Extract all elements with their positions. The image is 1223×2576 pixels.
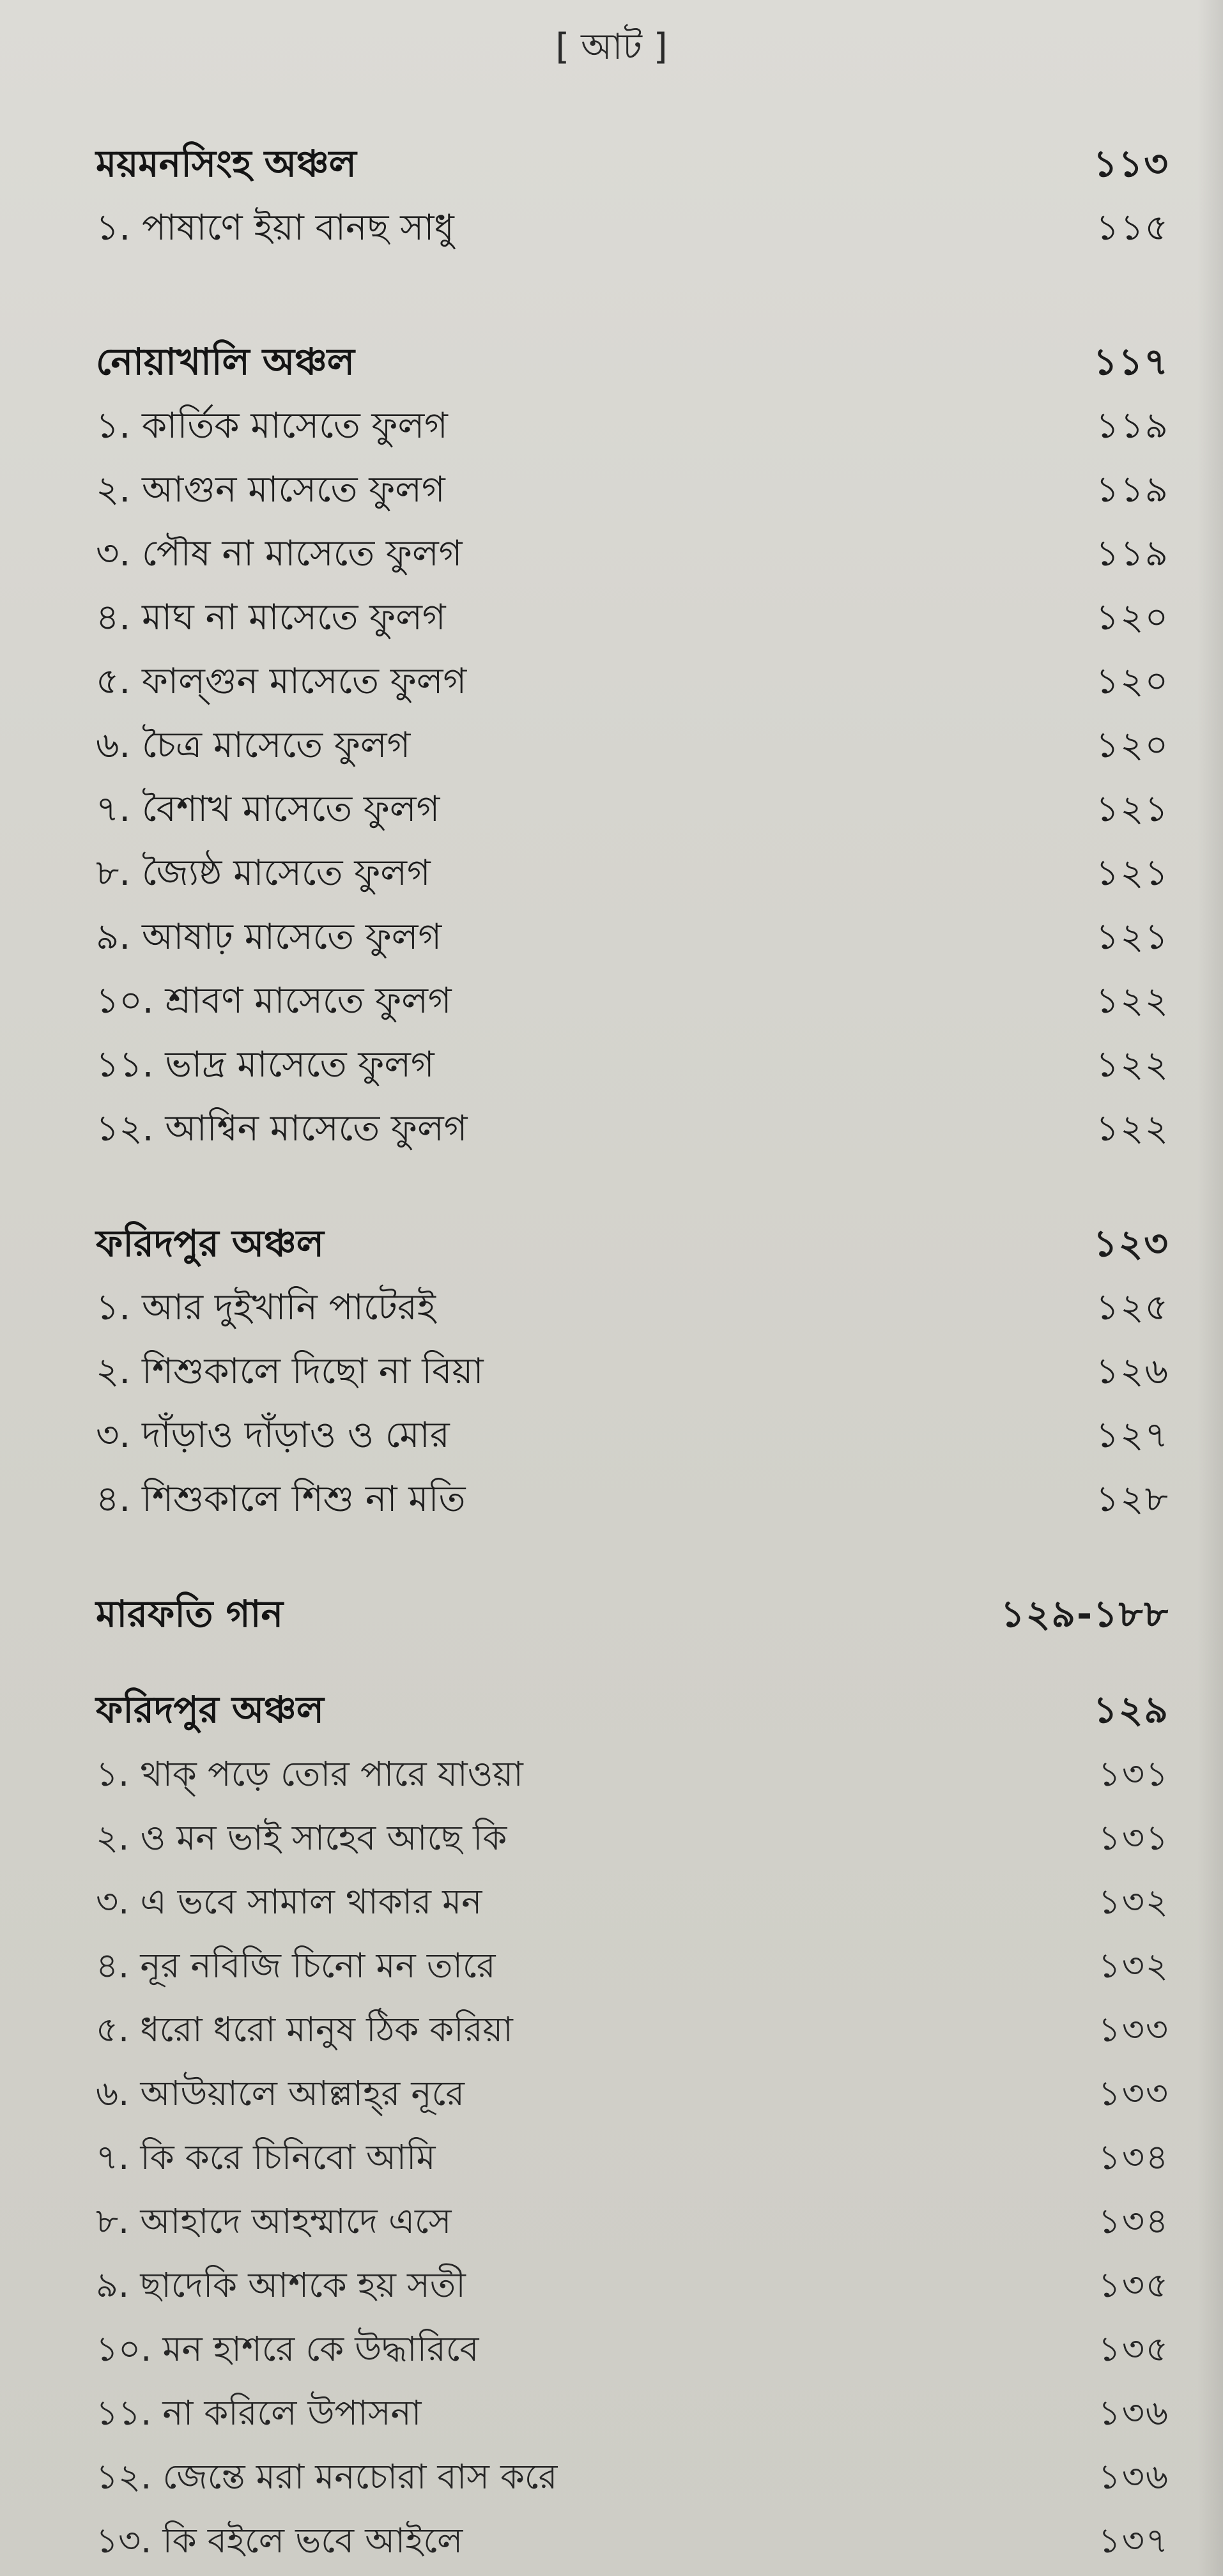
section-page-number: ১২৯: [1093, 1687, 1169, 1731]
entry-page-number: ১৩৩: [1098, 2073, 1169, 2113]
entry-title: ৮. জ্যৈষ্ঠ মাসেতে ফুলগ: [96, 852, 431, 894]
entry-page-number: ১২১: [1095, 916, 1169, 958]
toc-entry: [96, 779, 1169, 843]
entry-title: ১. পাষাণে ইয়া বানছ সাধু: [96, 207, 454, 249]
entry-title: ৪. শিশুকালে শিশু না মতি: [96, 1478, 466, 1520]
entry-title: ১১. না করিলে উপাসনা: [96, 2393, 422, 2433]
entry-title: ৯. ছাদেকি আশকে হয় সতী: [96, 2265, 466, 2305]
entry-title: ২. শিশুকালে দিছো না বিয়া: [96, 1351, 484, 1392]
toc-entry: [96, 1035, 1169, 1099]
entry-page-number: ১১৯: [1095, 469, 1169, 510]
page-shadow: [1197, 0, 1223, 2576]
toc-section-marfati: [96, 1584, 1169, 1648]
toc-entry: [96, 1342, 1169, 1406]
entry-page-number: ১২১: [1095, 852, 1169, 894]
entry-page-number: ১২২: [1095, 980, 1169, 1022]
entry-page-number: ১২৭: [1095, 1414, 1169, 1456]
toc-entry: [96, 843, 1169, 907]
entry-title: ৩. এ ভবে সামাল থাকার মন: [96, 1882, 482, 1922]
section-page-number: ১২৩: [1093, 1221, 1169, 1265]
entry-title: ১২. জেন্তে মরা মনচোরা বাস করে: [96, 2457, 558, 2497]
toc-section-heading: [96, 1680, 1169, 1744]
toc-entry: [96, 2319, 1169, 2383]
entry-page-number: ১১৫: [1095, 207, 1169, 249]
toc-section-mymensingh: [96, 134, 1169, 262]
section-page-number: ১১৩: [1093, 141, 1169, 185]
entry-page-number: ১২২: [1095, 1044, 1169, 1085]
toc-section-heading: [96, 134, 1169, 198]
toc-entry: [96, 1469, 1169, 1533]
toc-entry: [96, 716, 1169, 779]
toc-entry: [96, 2000, 1169, 2064]
toc-section-heading: [96, 1584, 1169, 1648]
toc-section-faridpur: [96, 1214, 1169, 1533]
section-title: ফরিদপুর অঞ্চল: [96, 1221, 324, 1265]
entry-title: ৬. আউয়ালে আল্লাহ্‌র নূরে: [96, 2073, 465, 2113]
entry-page-number: ১২২: [1095, 1108, 1169, 1149]
entry-page-number: ১৩৪: [1098, 2201, 1169, 2241]
entry-page-number: ১২০: [1095, 661, 1169, 702]
entry-title: ১০. মন হাশরে কে উদ্ধারিবে: [96, 2329, 479, 2369]
toc-entry: [96, 1278, 1169, 1342]
entry-title: ৩. পৌষ না মাসেতে ফুলগ: [96, 533, 463, 574]
entry-page-number: ১২০: [1095, 597, 1169, 638]
entry-page-number: ১৩২: [1098, 1945, 1169, 1986]
entry-title: ৪. নূর নবিজি চিনো মন তারে: [96, 1945, 496, 1986]
entry-title: ৯. আষাঢ় মাসেতে ফুলগ: [96, 916, 442, 958]
entry-page-number: ১১৯: [1095, 533, 1169, 574]
entry-page-number: ১৩৫: [1098, 2265, 1169, 2305]
entry-title: ২. ও মন ভাই সাহেব আছে কি: [96, 1818, 507, 1858]
entry-title: ১০. শ্রাবণ মাসেতে ফুলগ: [96, 980, 452, 1022]
toc-entry: [96, 971, 1169, 1035]
section-page-number: ১১৭: [1093, 339, 1169, 383]
entry-page-number: ১৩১: [1098, 1818, 1169, 1858]
toc-section-heading: [96, 1214, 1169, 1278]
entry-title: ১. কার্তিক মাসেতে ফুলগ: [96, 405, 448, 447]
page-number-header: [ আট ]: [555, 26, 668, 68]
entry-title: ৫. ফাল্গুন মাসেতে ফুলগ: [96, 661, 467, 702]
entry-title: ১. থাক্‌ পড়ে তোর পারে যাওয়া: [96, 1754, 523, 1794]
entry-title: ৭. কি করে চিনিবো আমি: [96, 2137, 436, 2177]
entry-page-number: ১৩৩: [1098, 2009, 1169, 2050]
entry-title: ৩. দাঁড়াও দাঁড়াও ও মোর: [96, 1414, 450, 1456]
section-title: ফরিদপুর অঞ্চল: [96, 1687, 324, 1731]
toc-entry: [96, 2511, 1169, 2575]
entry-page-number: ১৩৫: [1098, 2329, 1169, 2369]
toc-entry: [96, 1744, 1169, 1808]
entry-title: ১৩. কি বইলে ভবে আইলে: [96, 2520, 463, 2561]
toc-entry: [96, 2064, 1169, 2128]
toc-entry: [96, 1872, 1169, 1936]
toc-entry: [96, 652, 1169, 716]
entry-page-number: ১৩৬: [1098, 2457, 1169, 2497]
toc-section-heading: [96, 332, 1169, 396]
entry-page-number: ১২৫: [1095, 1287, 1169, 1328]
toc-entry: [96, 460, 1169, 524]
section-page-number: ১২৯-১৮৮: [1001, 1591, 1169, 1636]
entry-title: ৭. বৈশাখ মাসেতে ফুলগ: [96, 788, 440, 830]
toc-entry: [96, 2255, 1169, 2319]
toc-entry: [96, 1099, 1169, 1163]
entry-page-number: ১১৯: [1095, 405, 1169, 447]
section-title: মারফতি গান: [96, 1591, 284, 1636]
toc-entry: [96, 2383, 1169, 2447]
entry-page-number: ১৩৪: [1098, 2137, 1169, 2177]
entry-title: ৮. আহাদে আহম্মাদে এসে: [96, 2201, 452, 2241]
toc-entry: [96, 1936, 1169, 2000]
toc-entry: [96, 1406, 1169, 1469]
entry-title: ২. আগুন মাসেতে ফুলগ: [96, 469, 445, 510]
toc-entry: [96, 524, 1169, 588]
toc-entry: [96, 2191, 1169, 2255]
entry-title: ১২. আশ্বিন মাসেতে ফুলগ: [96, 1108, 468, 1149]
entry-page-number: ১২১: [1095, 788, 1169, 830]
entry-page-number: ১২৬: [1095, 1351, 1169, 1392]
toc-entry: [96, 2447, 1169, 2511]
entry-page-number: ১৩৬: [1098, 2393, 1169, 2433]
toc-section-noakhali: [96, 332, 1169, 1163]
entry-title: ৪. মাঘ না মাসেতে ফুলগ: [96, 597, 446, 638]
entry-page-number: ১৩৭: [1098, 2520, 1169, 2561]
toc-entry: [96, 907, 1169, 971]
toc-entry: [96, 1808, 1169, 1872]
entry-page-number: ১৩১: [1098, 1754, 1169, 1794]
toc-entry: [96, 2128, 1169, 2191]
entry-page-number: ১৩২: [1098, 1882, 1169, 1922]
entry-page-number: ১২০: [1095, 724, 1169, 766]
toc-entry: [96, 588, 1169, 652]
entry-page-number: ১২৮: [1095, 1478, 1169, 1520]
entry-title: ৫. ধরো ধরো মানুষ ঠিক করিয়া: [96, 2009, 513, 2050]
section-title: ময়মনসিংহ অঞ্চল: [96, 141, 357, 185]
toc-section-faridpur-marfati: [96, 1680, 1169, 2575]
entry-title: ১. আর দুইখানি পাটেরই: [96, 1287, 436, 1328]
entry-title: ৬. চৈত্র মাসেতে ফুলগ: [96, 724, 411, 766]
entry-title: ১১. ভাদ্র মাসেতে ফুলগ: [96, 1044, 435, 1085]
toc-entry: [96, 198, 1169, 262]
section-title: নোয়াখালি অঞ্চল: [96, 339, 355, 383]
toc-entry: [96, 396, 1169, 460]
